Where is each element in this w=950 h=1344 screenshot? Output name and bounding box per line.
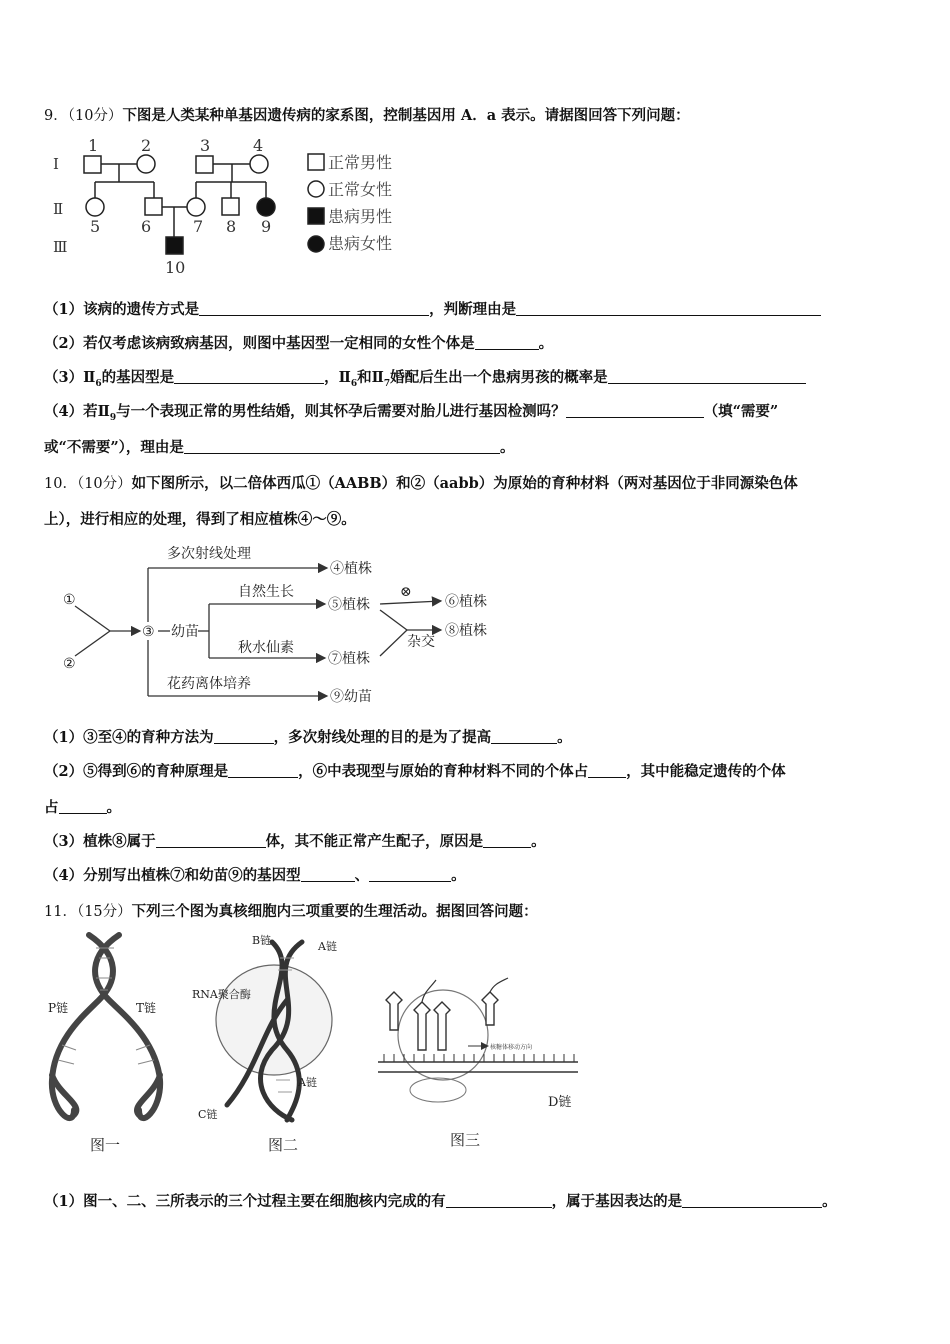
answer-blank[interactable] bbox=[566, 403, 704, 419]
label-radiation: 多次射线处理 bbox=[167, 546, 251, 562]
figure-3-translation bbox=[368, 970, 583, 1150]
answer-blank[interactable] bbox=[228, 763, 298, 779]
q10-number: 10． bbox=[44, 476, 77, 492]
label-t-chain: T链 bbox=[136, 1001, 157, 1015]
label-natural-growth: 自然生长 bbox=[238, 584, 294, 600]
answer-blank[interactable] bbox=[369, 867, 451, 883]
label-c-chain: C链 bbox=[198, 1108, 218, 1121]
node-9-seedling: ⑨幼苗 bbox=[330, 689, 372, 705]
label-a-chain-top: A链 bbox=[318, 940, 337, 953]
q9-sub2: （2）若仅考虑该病致病基因，则图中基因型一定相同的女性个体是 。 bbox=[44, 335, 554, 352]
figure-1-dna-replication bbox=[44, 930, 174, 1160]
q10-sub4: （4）分别写出植株⑦和幼苗⑨的基因型 、 。 bbox=[44, 867, 466, 884]
answer-blank[interactable] bbox=[199, 301, 429, 317]
answer-blank[interactable] bbox=[516, 301, 821, 317]
figure-2-transcription bbox=[192, 930, 352, 1160]
answer-blank[interactable] bbox=[59, 799, 107, 815]
ind-num-2: 2 bbox=[141, 136, 152, 155]
gen-label-III: Ⅲ bbox=[53, 238, 68, 256]
ind-9-affected-female bbox=[257, 198, 275, 216]
pedigree-chart bbox=[50, 132, 430, 280]
ind-5-normal-female bbox=[86, 198, 104, 216]
ind-4-normal-female bbox=[250, 155, 268, 173]
answer-blank[interactable] bbox=[214, 729, 274, 745]
node-5-plant: ⑤植株 bbox=[328, 597, 370, 613]
node-6-plant: ⑥植株 bbox=[445, 594, 487, 610]
legend-normal-female: 正常女性 bbox=[328, 180, 393, 199]
q9-sub1: （1）该病的遗传方式是 ，判断理由是 bbox=[44, 298, 821, 319]
ind-num-10: 10 bbox=[165, 258, 186, 277]
answer-blank[interactable] bbox=[608, 369, 806, 385]
q10-sub2: （2）⑤得到⑥的育种原理是 ，⑥中表现型与原始的育种材料不同的个体占 ，其中能稳定遗传的个体 bbox=[44, 763, 786, 780]
q11-score: （15分） bbox=[76, 904, 132, 920]
legend-affected-male: 患病男性 bbox=[328, 207, 393, 226]
q10-stem-cont: 上），进行相应的处理，得到了相应植株④～⑨。 bbox=[44, 511, 356, 528]
figure-3-caption: 图三 bbox=[450, 1131, 481, 1149]
ind-num-3: 3 bbox=[200, 136, 211, 155]
label-p-chain: P链 bbox=[48, 1001, 69, 1015]
q10-sub3: （3）植株⑧属于 体，其不能正常产生配子，原因是 。 bbox=[44, 833, 546, 850]
legend-normal-male-symbol bbox=[308, 154, 324, 170]
q11-number: 11． bbox=[44, 904, 77, 920]
legend-affected-female-symbol bbox=[308, 236, 324, 252]
label-seedling: 幼苗 bbox=[171, 624, 199, 640]
answer-blank[interactable] bbox=[491, 729, 557, 745]
figure-1-caption: 图一 bbox=[90, 1136, 121, 1154]
answer-blank[interactable] bbox=[483, 833, 531, 849]
node-3: ③ bbox=[142, 624, 155, 640]
label-ribosome-direction: 核糖体移动方向 bbox=[490, 1044, 533, 1051]
q10-sub1: （1）③至④的育种方法为 ，多次射线处理的目的是为了提高 。 bbox=[44, 729, 572, 746]
ind-10-affected-male bbox=[166, 237, 183, 254]
answer-blank[interactable] bbox=[156, 833, 266, 849]
answer-blank[interactable] bbox=[475, 335, 539, 351]
answer-blank[interactable] bbox=[174, 369, 324, 385]
ind-num-4: 4 bbox=[253, 136, 264, 155]
ind-7-normal-female bbox=[187, 198, 205, 216]
label-rna-polymerase: RNA聚合酶 bbox=[192, 988, 251, 1001]
figure-2-caption: 图二 bbox=[268, 1136, 299, 1154]
ind-num-6: 6 bbox=[141, 217, 152, 236]
gen-label-I: Ⅰ bbox=[53, 155, 59, 173]
ind-num-1: 1 bbox=[88, 136, 99, 155]
label-d-chain: D链 bbox=[548, 1095, 572, 1110]
q10-sub2-cont: 占 。 bbox=[44, 799, 121, 816]
label-a-chain-bottom: A链 bbox=[298, 1076, 317, 1089]
q9-stem-text: 下图是人类某种单基因遗传病的家系图，控制基因用 A．a 表示。请据图回答下列问题： bbox=[122, 107, 690, 124]
q9-score: （10分） bbox=[67, 108, 123, 124]
answer-blank[interactable] bbox=[184, 439, 500, 455]
ind-3-normal-male bbox=[196, 156, 213, 173]
self-cross-symbol: ⊗ bbox=[400, 584, 412, 600]
node-7-plant: ⑦植株 bbox=[328, 651, 370, 667]
node-8-plant: ⑧植株 bbox=[445, 623, 487, 639]
label-colchicine: 秋水仙素 bbox=[238, 640, 294, 656]
ind-num-8: 8 bbox=[226, 217, 237, 236]
q9-sub4-cont: 或“不需要”），理由是 。 bbox=[44, 439, 515, 456]
label-anther-culture: 花药离体培养 bbox=[167, 676, 251, 692]
ind-2-normal-female bbox=[137, 155, 155, 173]
ind-8-normal-male bbox=[222, 198, 239, 215]
label-cross: 杂交 bbox=[407, 634, 435, 650]
q11-sub1: （1）图一、二、三所表示的三个过程主要在细胞核内完成的有 ，属于基因表达的是 。 bbox=[44, 1193, 837, 1210]
q9-stem bbox=[44, 104, 690, 125]
q9-number: 9． bbox=[44, 108, 68, 124]
legend-normal-female-symbol bbox=[308, 181, 324, 197]
ind-6-normal-male bbox=[145, 198, 162, 215]
node-1: ① bbox=[63, 592, 76, 608]
breeding-diagram bbox=[55, 538, 525, 710]
legend-normal-male: 正常男性 bbox=[328, 153, 393, 172]
node-2: ② bbox=[63, 656, 76, 672]
q9-sub3: $(3)Ⅱ_6$的基因型是 ，$Ⅱ_6$和$Ⅱ_7$婚配后生出一个患病男孩的概率是 bbox=[44, 366, 806, 389]
answer-blank[interactable] bbox=[682, 1193, 822, 1209]
legend-affected-female: 患病女性 bbox=[328, 234, 393, 253]
ind-1-normal-male bbox=[84, 156, 101, 173]
label-b-chain: B链 bbox=[252, 934, 272, 947]
ind-num-7: 7 bbox=[193, 217, 204, 236]
q9-sub4: （4）若$Ⅱ_9$与一个表现正常的男性结婚，则其怀孕后需要对胎儿进行基因检测吗？ （填“需要” bbox=[44, 403, 779, 423]
q10-score: （10分） bbox=[76, 476, 132, 492]
ind-num-5: 5 bbox=[90, 217, 101, 236]
node-4-plant: ④植株 bbox=[330, 561, 372, 577]
q10-stem: 10．（10分）如下图所示，以二倍体西瓜①（AABB）和②（aabb）为原始的育种材料（两对基因位于非同源染色体 bbox=[44, 475, 798, 492]
legend-affected-male-symbol bbox=[308, 208, 324, 224]
answer-blank[interactable] bbox=[446, 1193, 552, 1209]
ind-num-9: 9 bbox=[261, 217, 272, 236]
answer-blank[interactable] bbox=[588, 763, 626, 779]
q11-stem: 11．（15分）下列三个图为真核细胞内三项重要的生理活动。据图回答问题： bbox=[44, 903, 538, 920]
gen-label-II: Ⅱ bbox=[53, 200, 64, 218]
answer-blank[interactable] bbox=[301, 867, 355, 883]
